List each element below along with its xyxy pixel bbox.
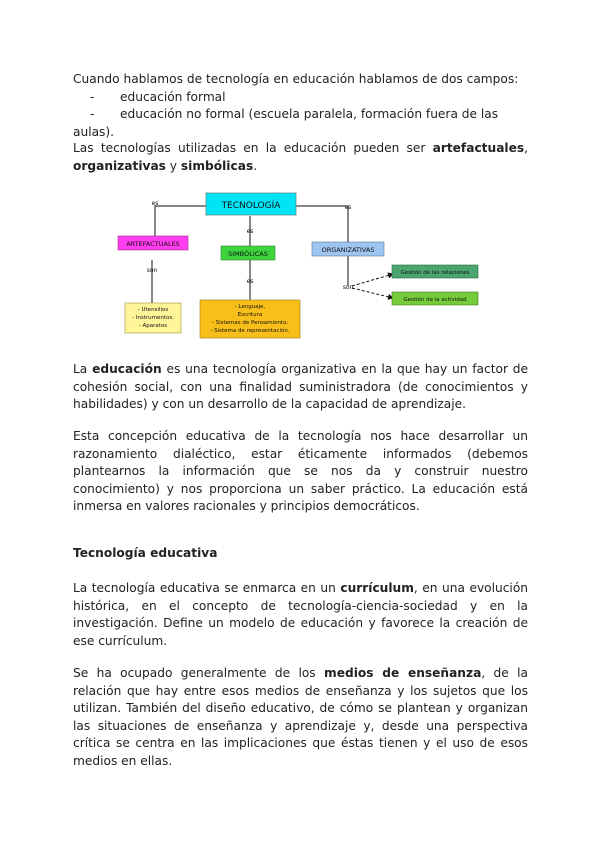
bold-artefactuales: artefactuales (432, 141, 525, 155)
link-label-right: es (344, 204, 352, 211)
list-item-text: educación no formal (escuela paralela, formación fuera de las aulas). (73, 107, 499, 139)
node-tecnologia-label: TECNOLOGÍA (221, 201, 281, 211)
link-label-org: son (342, 284, 354, 291)
link-label-sim: es (246, 278, 254, 285)
sim-item: - Lenguaje, (234, 304, 266, 310)
bold-medios: medios de enseñanza (324, 666, 482, 680)
sim-item: - Sistema de representación. (210, 328, 290, 334)
node-simbolicas-label: SIMBÓLICAS (228, 250, 268, 258)
educacion-paragraph (73, 361, 528, 414)
node-gestion-actividad-label: Gestión de la actividad (403, 297, 467, 303)
intro-line: Cuando hablamos de tecnología en educación hablamos de dos campos: (73, 72, 519, 86)
types-sep: y (165, 158, 181, 173)
bold-educacion: educación (92, 362, 162, 376)
medios-text: Se ha ocupado generalmente de los (73, 666, 324, 680)
sim-item: Escritura (237, 312, 263, 318)
art-item: - Aparatos (138, 323, 168, 329)
link-label-left: es (151, 200, 159, 207)
concepcion-paragraph: Esta concepción educativa de la tecnología nos hace desarrollar un razonamiento dialéctico, estar éticamente informados (debemos plantearnos la información que se nos da y construir nuestro conocimiento) y nos proporciona un saber práctico. La educación está inmersa en valores racionales y principios democráticos. (73, 429, 528, 513)
node-organizativas-label: ORGANIZATIVAS (321, 246, 375, 254)
curriculum-text: La tecnología educativa se enmarca en un (73, 581, 341, 595)
art-item: - Instrumentos. (132, 315, 174, 321)
medios-paragraph (73, 665, 528, 770)
bold-organizativas: organizativas (73, 158, 166, 173)
list-dash: - (90, 107, 95, 121)
types-text: Las tecnologías utilizadas en la educación pueden ser (73, 141, 433, 155)
link-label-mid: es (246, 228, 254, 235)
educacion-text: La (73, 362, 93, 376)
curriculum-text: , en una evolución histórica, en el concepto de tecnología-ciencia-sociedad y en la investigación. Define un modelo de educación y favorece la creación de ese currículum. (73, 581, 528, 648)
link-label-art: son (146, 267, 158, 274)
bold-simbolicas: simbólicas (180, 158, 254, 173)
list-item-text: educación formal (120, 89, 226, 104)
bold-curriculum: currículum (340, 581, 414, 595)
sim-item: - Sistemas de Pensamiento. (211, 320, 289, 326)
section-heading: Tecnología educativa (73, 546, 218, 560)
list-dash: - (90, 89, 95, 104)
medios-text: , de la relación que hay entre esos medios de enseñanza y los sujetos que los utilizan. También del diseño educativo, de cómo se plantean y organizan las situaciones de enseñanza y aprendizaje y, desde una perspectiva crítica se centra en las implicaciones que éstas tienen y el uso de esos medios en ellas. (73, 666, 528, 768)
art-item: - Utensilios (137, 307, 169, 313)
types-sep: , (524, 141, 528, 155)
node-gestion-relaciones-label: Gestión de las relaciones (400, 270, 470, 276)
node-artefactuales-label: ARTEFACTUALES (126, 240, 180, 248)
educacion-text: es una tecnología organizativa en la que hay un factor de cohesión social, con una finalidad suministradora (de conocimientos y habilidades) y con un desarrollo de la capacidad de aprendizaje. (73, 362, 528, 411)
types-end: . (253, 158, 258, 173)
curriculum-paragraph (73, 580, 528, 650)
